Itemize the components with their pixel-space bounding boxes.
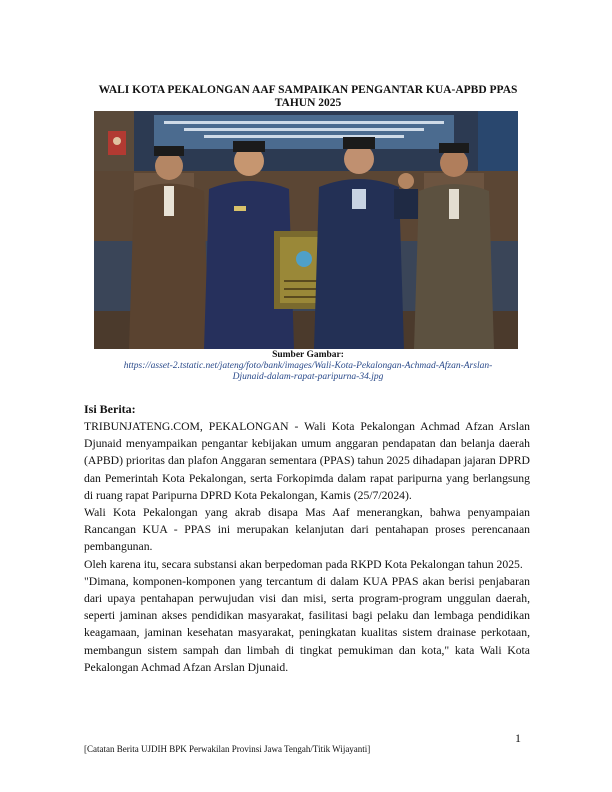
news-photo-illustration — [94, 111, 518, 349]
page-number: 1 — [515, 731, 521, 745]
paragraph: TRIBUNJATENG.COM, PEKALONGAN - Wali Kota Pekalongan Achmad Afzan Arslan Djunaid menyampaikan pengantar kebijakan umum anggaran pendapatan dan belanja daerah (APBD) prioritas dan plafon Anggaran sementara (PPAS) tahun 2025 dihadapan jajaran DPRD dan Pemerintah Kota Pekalongan, serta Forkopimda dalam rapat paripurna yang berlangsung di ruang rapat Paripurna DPRD Kota Pekalongan, Kamis (25/7/2024). — [84, 420, 530, 502]
paragraph: Wali Kota Pekalongan yang akrab disapa Mas Aaf menerangkan, bahwa penyampaian Rancangan KUA - PPAS ini merupakan kelanjutan dari pentahapan proses perencanaan pembangunan. — [84, 506, 530, 554]
image-caption-label: Sumber Gambar: — [272, 350, 344, 360]
article-title: WALI KOTA PEKALONGAN AAF SAMPAIKAN PENGANTAR KUA-APBD PPAS TAHUN 2025 — [98, 84, 518, 109]
footer-note: [Catatan Berita UJDIH BPK Perwakilan Provinsi Jawa Tengah/Titik Wijayanti] — [84, 744, 371, 754]
article-body — [84, 418, 530, 676]
paragraph: "Dimana, komponen-komponen yang tercantum di dalam KUA PPAS akan berisi penjabaran dari upaya pentahapan perwujudan visi dan misi, serta program-program unggulan daerah, seperti jaminan akses pendidikan masyarakat, fasilitasi bagi pelaku dan lembaga pendidikan keagamaan, jaminan kesehatan masyarakat, peningkatan kualitas sistem drainase perkotaan, membangun sistem sampah dan limbah di tingkat pemukiman dan kota," kata Wali Kota Pekalongan Achmad Afzan Arslan Djunaid. — [84, 574, 530, 674]
news-photo — [94, 111, 518, 349]
paragraph: Oleh karena itu, secara substansi akan berpedoman pada RKPD Kota Pekalongan tahun 2025. — [84, 557, 523, 571]
section-label: Isi Berita: — [84, 402, 136, 416]
image-source-link[interactable]: https://asset-2.tstatic.net/jateng/foto/bank/images/Wali-Kota-Pekalongan-Achmad-Afzan-Arslan-Djunaid-dalam-rapat-paripurna-34.jpg — [123, 361, 493, 382]
